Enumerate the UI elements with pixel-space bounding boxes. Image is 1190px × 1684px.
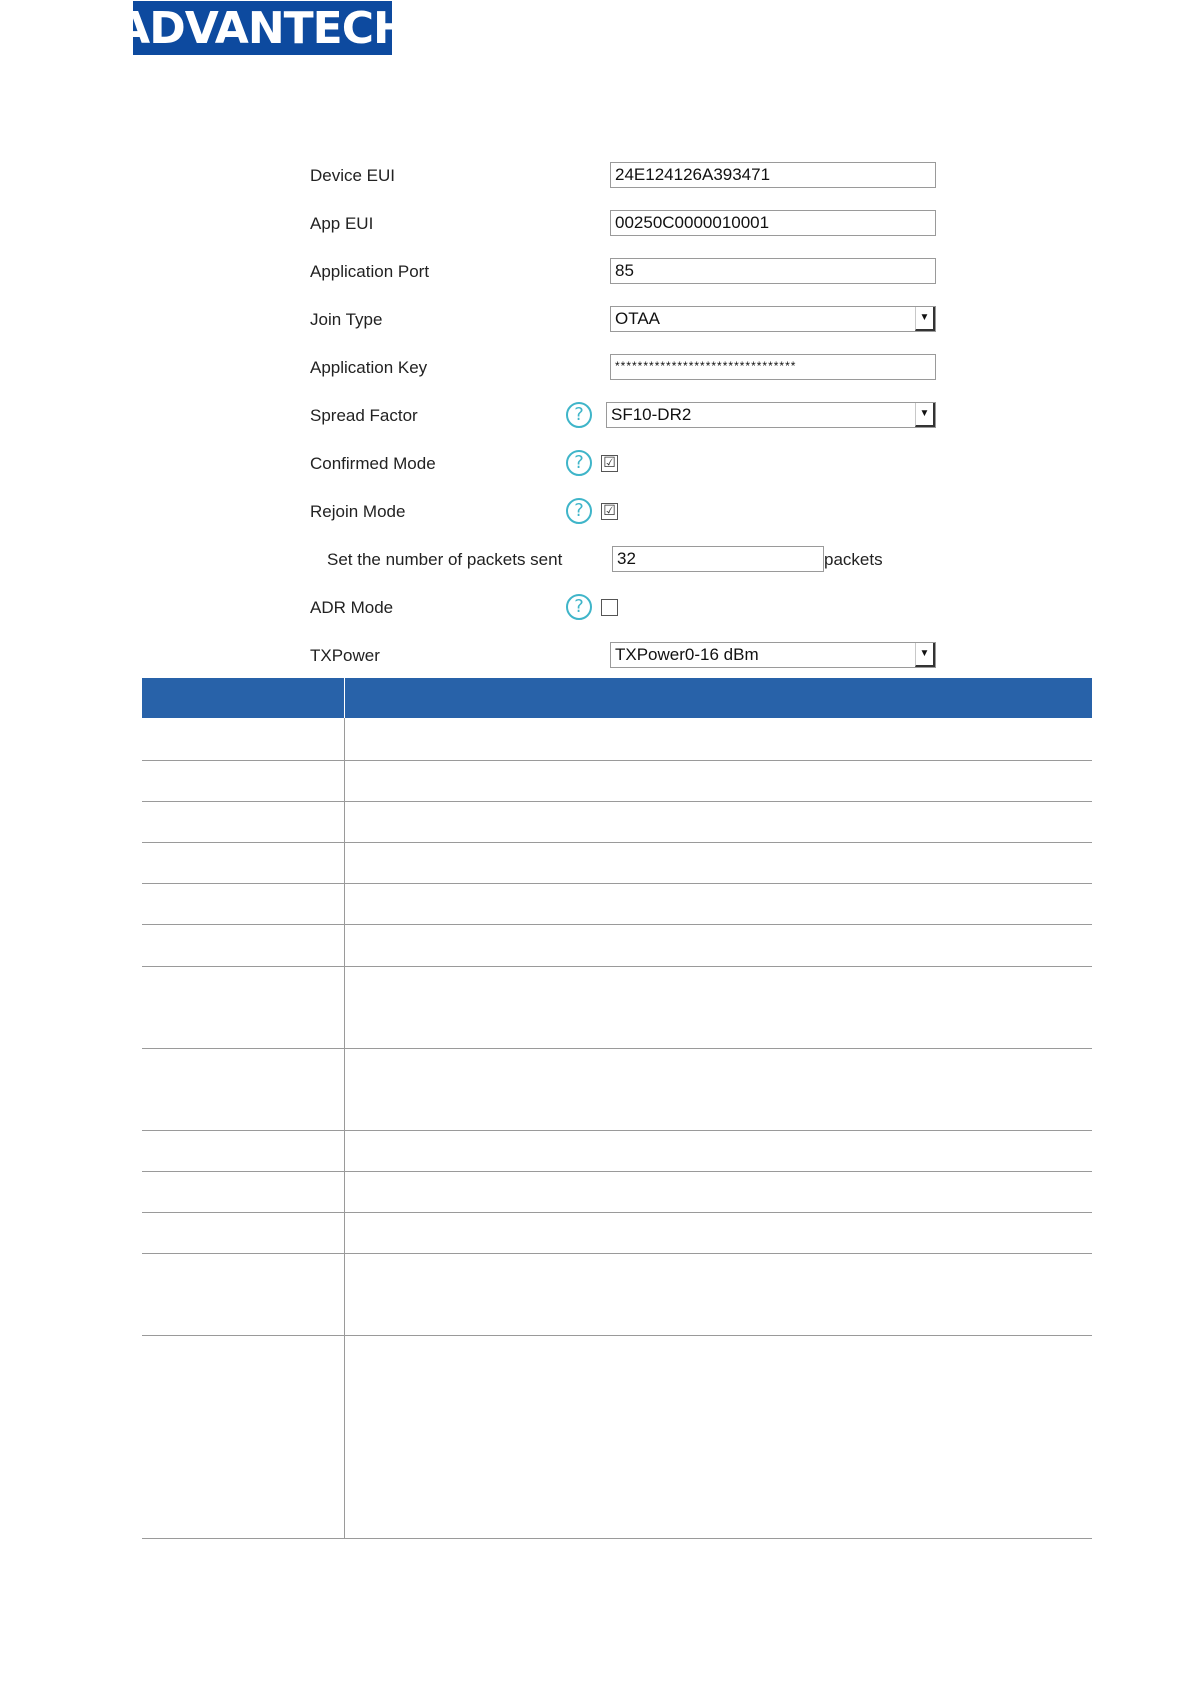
table-row [142, 760, 1092, 801]
packets-label: Set the number of packets sent [327, 550, 563, 569]
table-row [142, 801, 1092, 842]
table-cell [344, 966, 1092, 1048]
app-eui-input[interactable]: 00250C0000010001 [610, 210, 936, 236]
rejoin-mode-label: Rejoin Mode [310, 502, 406, 521]
device-eui-input[interactable]: 24E124126A393471 [610, 162, 936, 188]
txpower-value: TXPower0-16 dBm [615, 645, 759, 664]
table-cell [142, 801, 344, 842]
table-cell [344, 1212, 1092, 1253]
table-cell [344, 842, 1092, 883]
parameter-description-table [142, 678, 1092, 1539]
table-cell [142, 1171, 344, 1212]
table-cell [142, 966, 344, 1048]
lorawan-settings-form [0, 0, 1190, 680]
table-row [142, 1212, 1092, 1253]
help-icon[interactable]: ? [566, 402, 592, 428]
table-cell [344, 1335, 1092, 1538]
adr-mode-label: ADR Mode [310, 598, 394, 617]
txpower-select[interactable] [610, 642, 936, 668]
device-eui-label: Device EUI [310, 166, 396, 185]
chevron-down-icon[interactable]: ▼ [915, 307, 935, 331]
help-icon[interactable]: ? [566, 594, 592, 620]
spread-factor-select[interactable] [606, 402, 936, 428]
table-row [142, 1335, 1092, 1538]
application-key-label: Application Key [310, 358, 428, 377]
table-cell [344, 924, 1092, 966]
app-eui-label: App EUI [310, 214, 374, 233]
table-cell [142, 718, 344, 760]
help-icon[interactable]: ? [566, 450, 592, 476]
table-cell [344, 1253, 1092, 1335]
packets-unit: packets [824, 550, 883, 569]
confirmed-mode-checkbox[interactable]: ☑ [601, 455, 618, 472]
table-row [142, 924, 1092, 966]
table-cell [142, 1335, 344, 1538]
application-port-label: Application Port [310, 262, 430, 281]
table-cell [142, 1048, 344, 1130]
txpower-label: TXPower [310, 646, 380, 665]
table-row [142, 883, 1092, 924]
table-cell [344, 760, 1092, 801]
chevron-down-icon[interactable]: ▼ [915, 403, 935, 427]
table-row [142, 966, 1092, 1048]
table-cell [142, 1253, 344, 1335]
application-port-input[interactable]: 85 [610, 258, 936, 284]
table-header-cell [344, 678, 1092, 718]
adr-mode-checkbox[interactable] [601, 599, 618, 616]
table-cell [142, 883, 344, 924]
table-row [142, 1253, 1092, 1335]
table-row [142, 1130, 1092, 1171]
table-cell [344, 1130, 1092, 1171]
table-cell [344, 801, 1092, 842]
application-key-input[interactable]: ******************************** [610, 354, 936, 380]
confirmed-mode-label: Confirmed Mode [310, 454, 436, 473]
join-type-value: OTAA [615, 309, 661, 328]
table-row [142, 842, 1092, 883]
table-cell [142, 1212, 344, 1253]
logo-text: ADVANTECH [116, 2, 409, 54]
table-cell [142, 1130, 344, 1171]
table-cell [344, 1048, 1092, 1130]
table-cell [344, 883, 1092, 924]
table-row [142, 1171, 1092, 1212]
spread-factor-value: SF10-DR2 [611, 405, 692, 424]
table-cell [344, 1171, 1092, 1212]
join-type-label: Join Type [310, 310, 383, 329]
table-cell [142, 842, 344, 883]
table-cell [142, 760, 344, 801]
chevron-down-icon[interactable]: ▼ [915, 643, 935, 667]
table-row [142, 718, 1092, 760]
spread-factor-label: Spread Factor [310, 406, 418, 425]
table-cell [142, 924, 344, 966]
join-type-select[interactable] [610, 306, 936, 332]
table-header-cell [142, 678, 344, 718]
table-cell [344, 718, 1092, 760]
help-icon[interactable]: ? [566, 498, 592, 524]
packets-input[interactable]: 32 [612, 546, 824, 572]
table-header-row [142, 678, 1092, 718]
rejoin-mode-checkbox[interactable]: ☑ [601, 503, 618, 520]
table-row [142, 1048, 1092, 1130]
